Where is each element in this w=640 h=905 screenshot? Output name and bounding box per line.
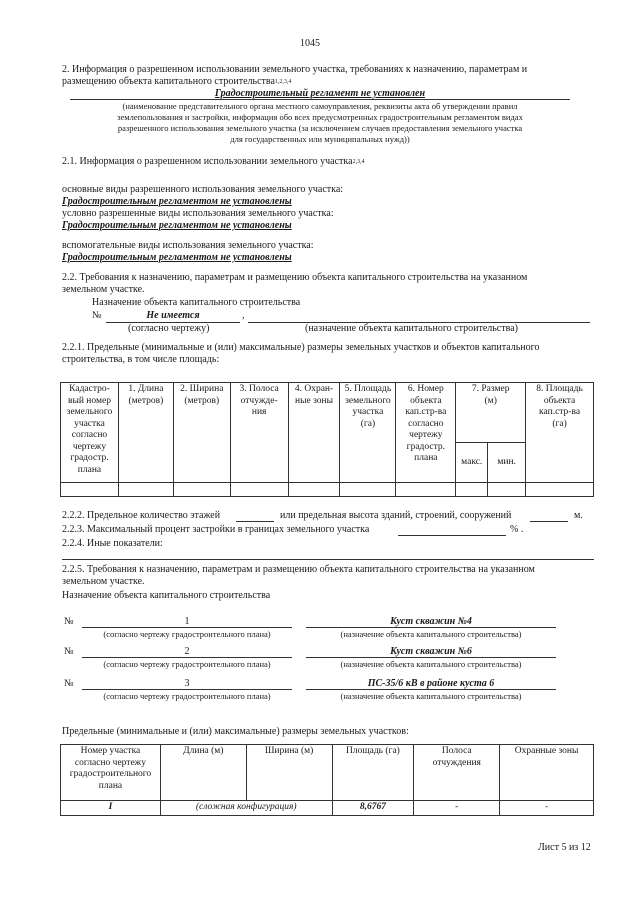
purpose-label: Назначение объекта капитального строительства <box>92 297 301 308</box>
underline <box>306 689 556 690</box>
header-zones: 4. Охран- ные зоны <box>288 383 340 483</box>
underline <box>306 627 556 628</box>
underline <box>82 689 292 690</box>
auxiliary-uses-label: вспомогательные виды использования земельного участка: <box>62 240 314 251</box>
purpose-label-2: Назначение объекта капитального строительства <box>62 590 271 601</box>
sizes-table <box>60 382 594 497</box>
section-2-heading-cont: размещению объекта капитального строительства$^{1,2,3,4}$ <box>62 76 292 87</box>
underline <box>236 521 274 522</box>
item-2-caption-right: (назначение объекта капитального строительства) <box>340 659 522 669</box>
section-2-2-1-text: 2.2.1. Предельные (минимальные и (или) максимальные) размеры земельных участков и объектов капитального <box>62 342 540 353</box>
table-cell <box>288 483 340 497</box>
header-strip: 3. Полоса отчужде- ния <box>230 383 288 483</box>
item-1-caption-right: (назначение объекта капитального строительства) <box>340 629 522 639</box>
page-number: 1045 <box>300 38 320 49</box>
item-3-caption-right: (назначение объекта капитального строительства) <box>340 691 522 701</box>
divider <box>70 99 570 100</box>
header-min: мин. <box>488 443 526 483</box>
section-2-2-text-cont: земельном участке. <box>62 284 145 295</box>
header-plot-number: Номер участка согласно чертежу градостроительного плана <box>61 745 161 801</box>
section-2-2-3: 2.2.3. Максимальный процент застройки в границах земельного участка <box>62 524 370 535</box>
plot-number-cell: I <box>61 801 161 816</box>
header-zones: Охранные зоны <box>500 745 594 801</box>
section-2-2-5-text: 2.2.5. Требования к назначению, параметрам и размещению объекта капитального строительства на указанном <box>62 564 535 575</box>
header-cadastral: Кадастро- вый номер земельного участка согласно чертежу градостр. плана <box>61 383 119 483</box>
percent-sign: % . <box>510 524 524 535</box>
section-2-2-1-text-cont: строительства, в том числе площадь: <box>62 354 220 365</box>
main-uses-value: Градостроительным регламентом не установлены <box>62 196 292 207</box>
item-2-name: Куст скважин №6 <box>390 646 472 657</box>
item-1-number: 1 <box>184 616 190 627</box>
table-cell <box>61 483 119 497</box>
item-2-number: 2 <box>184 646 190 657</box>
header-size: 7. Размер (м) <box>456 383 526 443</box>
section-2-2-5-text-cont: земельном участке. <box>62 576 145 587</box>
sheet-footer: Лист 5 из 12 <box>538 842 591 853</box>
area-cell: 8,6767 <box>332 801 414 816</box>
table-cell <box>230 483 288 497</box>
number-value: Не имеется <box>146 310 200 321</box>
caption-line-2: землепользования и застройки, информация обо всех предусмотренных градостроительным регламентом видах <box>117 112 523 122</box>
underline <box>82 627 292 628</box>
caption-object-purpose: (назначение объекта капитального строительства) <box>305 323 518 334</box>
number-sign: № <box>92 310 102 321</box>
header-width: 2. Ширина (метров) <box>173 383 230 483</box>
table-cell <box>526 483 594 497</box>
header-length: Длина (м) <box>160 745 246 801</box>
underline <box>82 657 292 658</box>
header-area: Площадь (га) <box>332 745 414 801</box>
auxiliary-uses-value: Градостроительным регламентом не установлены <box>62 252 292 263</box>
item-1-name: Куст скважин №4 <box>390 616 472 627</box>
item-3-caption-left: (согласно чертежу градостроительного плана) <box>103 691 271 701</box>
divider <box>62 559 594 560</box>
strip-cell: - <box>414 801 500 816</box>
table-cell <box>456 483 488 497</box>
caption-line-1: (наименование представительного органа местного самоуправления, реквизиты акта об утверждении правил <box>122 101 518 111</box>
table-cell <box>340 483 396 497</box>
conditional-uses-value: Градостроительным регламентом не установлены <box>62 220 292 231</box>
caption-by-drawing: (согласно чертежу) <box>128 323 210 334</box>
header-area: 5. Площадь земельного участка (га) <box>340 383 396 483</box>
caption-line-3: разрешенного использования земельного участка (за исключением случаев предоставления земельного участка <box>117 123 523 133</box>
zones-cell: - <box>500 801 594 816</box>
header-max: макс. <box>456 443 488 483</box>
section-2-2-4: 2.2.4. Иные показатели: <box>62 538 163 549</box>
table-cell <box>396 483 456 497</box>
item-3-name: ПС-35/6 кВ в районе куста 6 <box>367 678 495 689</box>
underline <box>530 521 568 522</box>
table-cell <box>488 483 526 497</box>
config-cell: (сложная конфигурация) <box>160 801 332 816</box>
section-2-heading: 2. Информация о разрешенном использовании земельного участка, требованиях к назначению, параметрам и <box>62 64 528 75</box>
item-3-no: № <box>64 678 74 689</box>
section-2-2-2-b: или предельная высота зданий, строений, сооружений <box>280 510 512 521</box>
header-strip: Полоса отчуждения <box>414 745 500 801</box>
item-3-number: 3 <box>184 678 190 689</box>
section-2-2-text: 2.2. Требования к назначению, параметрам и размещению объекта капитального строительства на указанном <box>62 272 528 283</box>
item-1-caption-left: (согласно чертежу градостроительного плана) <box>103 629 271 639</box>
caption-line-4: для государственных или муниципальных нужд)) <box>230 134 410 144</box>
comma: , <box>242 310 245 321</box>
underline <box>398 535 506 536</box>
item-2-caption-left: (согласно чертежу градостроительного плана) <box>103 659 271 669</box>
section-2-2-2-a: 2.2.2. Предельное количество этажей <box>62 510 221 521</box>
main-uses-label: основные виды разрешенного использования земельного участка: <box>62 184 344 195</box>
header-length: 1. Длина (метров) <box>118 383 173 483</box>
section-2-2-2-c: м. <box>574 510 583 521</box>
header-object-area: 8. Площадь объекта кап.стр-ва (га) <box>526 383 594 483</box>
conditional-uses-label: условно разрешенные виды использования земельного участка: <box>62 208 334 219</box>
plot-sizes-title: Предельные (минимальные и (или) максимальные) размеры земельных участков: <box>62 726 409 737</box>
section-2-1-title: 2.1. Информация о разрешенном использовании земельного участка$^{2,3,4}$ <box>62 156 365 167</box>
item-2-no: № <box>64 646 74 657</box>
header-width: Ширина (м) <box>246 745 332 801</box>
item-1-no: № <box>64 616 74 627</box>
header-object-number: 6. Номер объекта кап.стр-ва согласно чертежу градостр. плана <box>396 383 456 483</box>
underline <box>306 657 556 658</box>
plot-sizes-table <box>60 744 594 816</box>
table-cell <box>173 483 230 497</box>
reglament-not-set: Градостроительный регламент не установлен <box>214 88 426 99</box>
table-cell <box>118 483 173 497</box>
